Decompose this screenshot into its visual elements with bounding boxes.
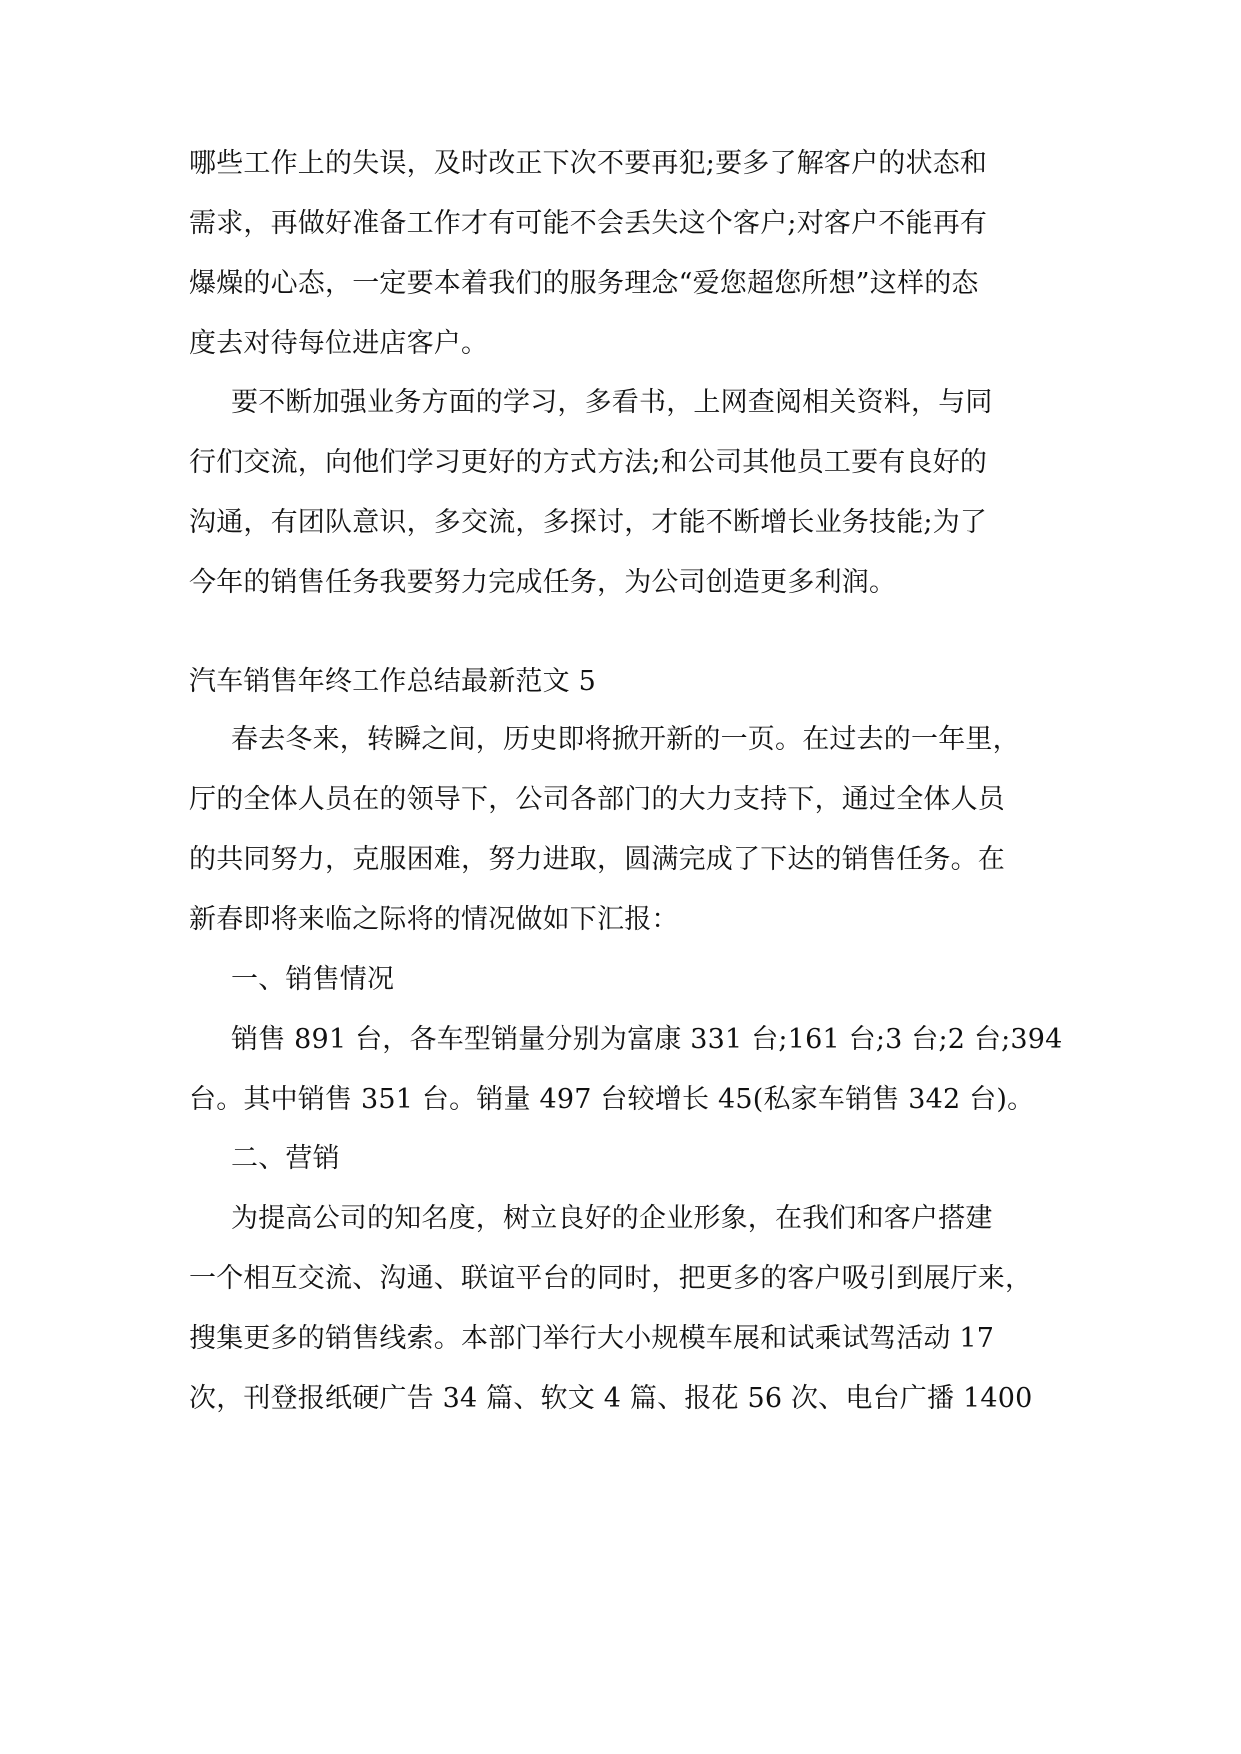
paragraph-line: 的共同努力，克服困难，努力进取，圆满完成了下达的销售任务。在 xyxy=(189,844,1005,875)
paragraph-line: 台。其中销售 351 台。销量 497 台较增长 45(私家车销售 342 台)。 xyxy=(189,1084,1035,1115)
paragraph-line: 行们交流，向他们学习更好的方式方法;和公司其他员工要有良好的 xyxy=(189,447,988,478)
paragraph-line: 新春即将来临之际将的情况做如下汇报： xyxy=(189,904,679,935)
paragraph-line: 爆燥的心态，一定要本着我们的服务理念“爱您超您所想”这样的态 xyxy=(189,268,979,299)
paragraph-line: 要不断加强业务方面的学习，多看书，上网查阅相关资料，与同 xyxy=(231,387,993,418)
paragraph-line: 厅的全体人员在的领导下，公司各部门的大力支持下，通过全体人员 xyxy=(189,784,1005,815)
paragraph-line: 哪些工作上的失误，及时改正下次不要再犯;要多了解客户的状态和 xyxy=(189,148,988,179)
paragraph-line: 一个相互交流、沟通、联谊平台的同时，把更多的客户吸引到展厅来， xyxy=(189,1263,1033,1294)
section-title: 汽车销售年终工作总结最新范文 5 xyxy=(189,666,596,697)
paragraph-line: 次，刊登报纸硬广告 34 篇、软文 4 篇、报花 56 次、电台广播 1400 xyxy=(189,1383,1033,1414)
paragraph-line: 需求，再做好准备工作才有可能不会丢失这个客户;对客户不能再有 xyxy=(189,208,988,239)
paragraph-line: 今年的销售任务我要努力完成任务，为公司创造更多利润。 xyxy=(189,567,897,598)
subsection-heading: 一、销售情况 xyxy=(231,964,395,995)
paragraph-line: 沟通，有团队意识，多交流，多探讨，才能不断增长业务技能;为了 xyxy=(189,507,988,538)
subsection-heading: 二、营销 xyxy=(231,1143,340,1174)
paragraph-line: 销售 891 台，各车型销量分别为富康 331 台;161 台;3 台;2 台;394 xyxy=(231,1024,1063,1055)
paragraph-line: 春去冬来，转瞬之间，历史即将掀开新的一页。在过去的一年里， xyxy=(231,724,1020,755)
paragraph-line: 为提高公司的知名度，树立良好的企业形象，在我们和客户搭建 xyxy=(231,1203,993,1234)
paragraph-line: 度去对待每位进店客户。 xyxy=(189,328,489,359)
paragraph-line: 搜集更多的销售线索。本部门举行大小规模车展和试乘试驾活动 17 xyxy=(189,1323,995,1354)
